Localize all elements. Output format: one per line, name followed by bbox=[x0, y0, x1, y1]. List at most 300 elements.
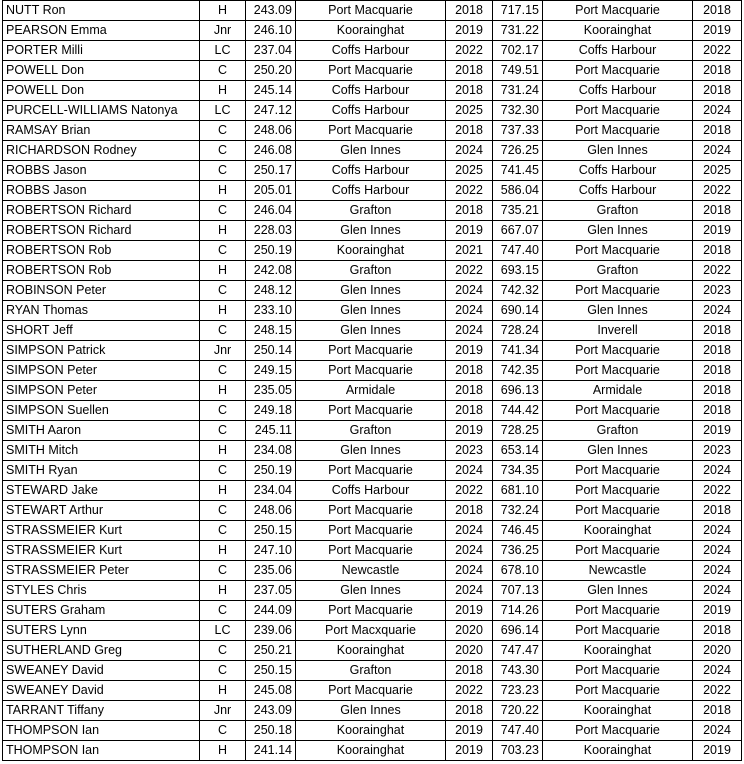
total-cell: 723.23 bbox=[493, 681, 543, 701]
venue-cell: Port Macquarie bbox=[296, 501, 446, 521]
category-cell: C bbox=[200, 461, 246, 481]
year-cell: 2024 bbox=[446, 321, 493, 341]
venue-cell: Port Macquarie bbox=[296, 361, 446, 381]
category-cell: H bbox=[200, 381, 246, 401]
total-cell: 732.24 bbox=[493, 501, 543, 521]
year-cell: 2018 bbox=[446, 1, 493, 21]
total-cell: 731.22 bbox=[493, 21, 543, 41]
score-cell: 244.09 bbox=[246, 601, 296, 621]
name-cell: STRASSMEIER Peter bbox=[3, 561, 200, 581]
category-cell: C bbox=[200, 61, 246, 81]
category-cell: C bbox=[200, 721, 246, 741]
year-cell: 2019 bbox=[446, 601, 493, 621]
name-cell: SWEANEY David bbox=[3, 661, 200, 681]
total-cell: 731.24 bbox=[493, 81, 543, 101]
table-row bbox=[3, 361, 742, 381]
total-venue-cell: Glen Innes bbox=[543, 581, 693, 601]
category-cell: C bbox=[200, 241, 246, 261]
name-cell: STRASSMEIER Kurt bbox=[3, 521, 200, 541]
category-cell: C bbox=[200, 321, 246, 341]
name-cell: SUTERS Graham bbox=[3, 601, 200, 621]
category-cell: H bbox=[200, 441, 246, 461]
total-year-cell: 2018 bbox=[693, 81, 742, 101]
score-cell: 248.12 bbox=[246, 281, 296, 301]
total-venue-cell: Port Macquarie bbox=[543, 461, 693, 481]
score-cell: 243.09 bbox=[246, 1, 296, 21]
total-year-cell: 2018 bbox=[693, 241, 742, 261]
total-cell: 747.47 bbox=[493, 641, 543, 661]
name-cell: STYLES Chris bbox=[3, 581, 200, 601]
table-row bbox=[3, 681, 742, 701]
total-cell: 743.30 bbox=[493, 661, 543, 681]
total-year-cell: 2022 bbox=[693, 261, 742, 281]
year-cell: 2024 bbox=[446, 141, 493, 161]
score-cell: 243.09 bbox=[246, 701, 296, 721]
year-cell: 2018 bbox=[446, 201, 493, 221]
year-cell: 2024 bbox=[446, 581, 493, 601]
score-cell: 250.15 bbox=[246, 521, 296, 541]
score-cell: 234.08 bbox=[246, 441, 296, 461]
name-cell: SMITH Mitch bbox=[3, 441, 200, 461]
category-cell: C bbox=[200, 201, 246, 221]
name-cell: SIMPSON Peter bbox=[3, 381, 200, 401]
table-row bbox=[3, 721, 742, 741]
total-venue-cell: Port Macquarie bbox=[543, 541, 693, 561]
venue-cell: Coffs Harbour bbox=[296, 101, 446, 121]
table-row bbox=[3, 101, 742, 121]
total-venue-cell: Coffs Harbour bbox=[543, 41, 693, 61]
category-cell: LC bbox=[200, 101, 246, 121]
name-cell: THOMPSON Ian bbox=[3, 741, 200, 761]
table-row bbox=[3, 541, 742, 561]
table-row bbox=[3, 281, 742, 301]
table-row bbox=[3, 661, 742, 681]
total-cell: 728.25 bbox=[493, 421, 543, 441]
total-cell: 735.21 bbox=[493, 201, 543, 221]
total-cell: 696.14 bbox=[493, 621, 543, 641]
score-cell: 246.10 bbox=[246, 21, 296, 41]
year-cell: 2019 bbox=[446, 421, 493, 441]
table-row bbox=[3, 1, 742, 21]
total-venue-cell: Port Macquarie bbox=[543, 281, 693, 301]
category-cell: H bbox=[200, 81, 246, 101]
score-cell: 228.03 bbox=[246, 221, 296, 241]
total-venue-cell: Port Macquarie bbox=[543, 501, 693, 521]
venue-cell: Port Macquarie bbox=[296, 61, 446, 81]
year-cell: 2025 bbox=[446, 101, 493, 121]
table-row bbox=[3, 421, 742, 441]
table-row bbox=[3, 301, 742, 321]
total-year-cell: 2019 bbox=[693, 421, 742, 441]
total-venue-cell: Koorainghat bbox=[543, 701, 693, 721]
table-row bbox=[3, 81, 742, 101]
year-cell: 2024 bbox=[446, 561, 493, 581]
venue-cell: Port Macquarie bbox=[296, 681, 446, 701]
total-venue-cell: Grafton bbox=[543, 421, 693, 441]
venue-cell: Port Macquarie bbox=[296, 401, 446, 421]
year-cell: 2018 bbox=[446, 701, 493, 721]
total-cell: 678.10 bbox=[493, 561, 543, 581]
table-row bbox=[3, 701, 742, 721]
name-cell: SHORT Jeff bbox=[3, 321, 200, 341]
total-venue-cell: Glen Innes bbox=[543, 301, 693, 321]
name-cell: TARRANT Tiffany bbox=[3, 701, 200, 721]
name-cell: PEARSON Emma bbox=[3, 21, 200, 41]
score-cell: 250.18 bbox=[246, 721, 296, 741]
total-year-cell: 2024 bbox=[693, 101, 742, 121]
year-cell: 2019 bbox=[446, 341, 493, 361]
total-year-cell: 2018 bbox=[693, 121, 742, 141]
name-cell: SIMPSON Peter bbox=[3, 361, 200, 381]
total-venue-cell: Armidale bbox=[543, 381, 693, 401]
total-cell: 693.15 bbox=[493, 261, 543, 281]
total-year-cell: 2022 bbox=[693, 681, 742, 701]
total-venue-cell: Port Macquarie bbox=[543, 361, 693, 381]
total-year-cell: 2022 bbox=[693, 41, 742, 61]
total-cell: 714.26 bbox=[493, 601, 543, 621]
category-cell: C bbox=[200, 641, 246, 661]
venue-cell: Koorainghat bbox=[296, 641, 446, 661]
score-cell: 247.12 bbox=[246, 101, 296, 121]
total-year-cell: 2019 bbox=[693, 601, 742, 621]
total-year-cell: 2024 bbox=[693, 581, 742, 601]
year-cell: 2025 bbox=[446, 161, 493, 181]
total-venue-cell: Port Macquarie bbox=[543, 1, 693, 21]
total-year-cell: 2018 bbox=[693, 61, 742, 81]
total-cell: 667.07 bbox=[493, 221, 543, 241]
table-row bbox=[3, 461, 742, 481]
table-row bbox=[3, 21, 742, 41]
score-cell: 241.14 bbox=[246, 741, 296, 761]
venue-cell: Koorainghat bbox=[296, 21, 446, 41]
score-cell: 250.14 bbox=[246, 341, 296, 361]
table-row bbox=[3, 441, 742, 461]
total-venue-cell: Port Macquarie bbox=[543, 481, 693, 501]
total-year-cell: 2018 bbox=[693, 201, 742, 221]
score-cell: 239.06 bbox=[246, 621, 296, 641]
name-cell: RYAN Thomas bbox=[3, 301, 200, 321]
venue-cell: Newcastle bbox=[296, 561, 446, 581]
year-cell: 2021 bbox=[446, 241, 493, 261]
name-cell: ROBBS Jason bbox=[3, 181, 200, 201]
total-year-cell: 2020 bbox=[693, 641, 742, 661]
year-cell: 2022 bbox=[446, 181, 493, 201]
name-cell: STRASSMEIER Kurt bbox=[3, 541, 200, 561]
score-cell: 245.14 bbox=[246, 81, 296, 101]
total-year-cell: 2024 bbox=[693, 721, 742, 741]
total-cell: 653.14 bbox=[493, 441, 543, 461]
total-cell: 728.24 bbox=[493, 321, 543, 341]
name-cell: ROBERTSON Richard bbox=[3, 221, 200, 241]
total-year-cell: 2018 bbox=[693, 401, 742, 421]
total-venue-cell: Port Macquarie bbox=[543, 721, 693, 741]
year-cell: 2023 bbox=[446, 441, 493, 461]
category-cell: C bbox=[200, 421, 246, 441]
year-cell: 2019 bbox=[446, 221, 493, 241]
name-cell: PURCELL-WILLIAMS Natonya bbox=[3, 101, 200, 121]
venue-cell: Grafton bbox=[296, 201, 446, 221]
year-cell: 2022 bbox=[446, 41, 493, 61]
total-venue-cell: Grafton bbox=[543, 201, 693, 221]
table-row bbox=[3, 601, 742, 621]
category-cell: H bbox=[200, 221, 246, 241]
name-cell: ROBERTSON Rob bbox=[3, 261, 200, 281]
table-row bbox=[3, 201, 742, 221]
category-cell: H bbox=[200, 581, 246, 601]
total-year-cell: 2024 bbox=[693, 141, 742, 161]
total-cell: 747.40 bbox=[493, 721, 543, 741]
year-cell: 2022 bbox=[446, 681, 493, 701]
total-cell: 744.42 bbox=[493, 401, 543, 421]
category-cell: H bbox=[200, 301, 246, 321]
name-cell: STEWARD Jake bbox=[3, 481, 200, 501]
venue-cell: Glen Innes bbox=[296, 281, 446, 301]
total-venue-cell: Glen Innes bbox=[543, 141, 693, 161]
total-year-cell: 2019 bbox=[693, 221, 742, 241]
total-cell: 734.35 bbox=[493, 461, 543, 481]
name-cell: SWEANEY David bbox=[3, 681, 200, 701]
year-cell: 2018 bbox=[446, 61, 493, 81]
venue-cell: Grafton bbox=[296, 421, 446, 441]
category-cell: C bbox=[200, 521, 246, 541]
total-venue-cell: Koorainghat bbox=[543, 521, 693, 541]
total-venue-cell: Glen Innes bbox=[543, 221, 693, 241]
total-cell: 717.15 bbox=[493, 1, 543, 21]
total-year-cell: 2018 bbox=[693, 621, 742, 641]
score-cell: 246.04 bbox=[246, 201, 296, 221]
name-cell: ROBERTSON Richard bbox=[3, 201, 200, 221]
total-venue-cell: Coffs Harbour bbox=[543, 181, 693, 201]
table-row bbox=[3, 481, 742, 501]
table-row bbox=[3, 521, 742, 541]
year-cell: 2020 bbox=[446, 641, 493, 661]
category-cell: Jnr bbox=[200, 341, 246, 361]
table-row bbox=[3, 141, 742, 161]
score-cell: 250.19 bbox=[246, 461, 296, 481]
name-cell: RAMSAY Brian bbox=[3, 121, 200, 141]
total-cell: 732.30 bbox=[493, 101, 543, 121]
venue-cell: Port Macquarie bbox=[296, 1, 446, 21]
venue-cell: Glen Innes bbox=[296, 301, 446, 321]
table-row bbox=[3, 181, 742, 201]
venue-cell: Coffs Harbour bbox=[296, 181, 446, 201]
category-cell: C bbox=[200, 401, 246, 421]
total-venue-cell: Koorainghat bbox=[543, 741, 693, 761]
total-year-cell: 2024 bbox=[693, 661, 742, 681]
total-year-cell: 2024 bbox=[693, 541, 742, 561]
category-cell: C bbox=[200, 121, 246, 141]
score-cell: 235.05 bbox=[246, 381, 296, 401]
table-row bbox=[3, 561, 742, 581]
category-cell: C bbox=[200, 281, 246, 301]
total-cell: 707.13 bbox=[493, 581, 543, 601]
year-cell: 2024 bbox=[446, 301, 493, 321]
total-venue-cell: Grafton bbox=[543, 261, 693, 281]
category-cell: LC bbox=[200, 41, 246, 61]
total-cell: 737.33 bbox=[493, 121, 543, 141]
total-venue-cell: Inverell bbox=[543, 321, 693, 341]
year-cell: 2018 bbox=[446, 661, 493, 681]
name-cell: POWELL Don bbox=[3, 81, 200, 101]
year-cell: 2019 bbox=[446, 741, 493, 761]
total-cell: 696.13 bbox=[493, 381, 543, 401]
name-cell: SMITH Ryan bbox=[3, 461, 200, 481]
category-cell: C bbox=[200, 361, 246, 381]
score-cell: 235.06 bbox=[246, 561, 296, 581]
name-cell: STEWART Arthur bbox=[3, 501, 200, 521]
table-row bbox=[3, 641, 742, 661]
venue-cell: Coffs Harbour bbox=[296, 41, 446, 61]
year-cell: 2019 bbox=[446, 721, 493, 741]
score-cell: 250.21 bbox=[246, 641, 296, 661]
score-cell: 234.04 bbox=[246, 481, 296, 501]
name-cell: THOMPSON Ian bbox=[3, 721, 200, 741]
total-year-cell: 2023 bbox=[693, 441, 742, 461]
year-cell: 2024 bbox=[446, 461, 493, 481]
total-year-cell: 2019 bbox=[693, 21, 742, 41]
score-cell: 237.05 bbox=[246, 581, 296, 601]
venue-cell: Port Macxquarie bbox=[296, 621, 446, 641]
score-cell: 245.08 bbox=[246, 681, 296, 701]
name-cell: SMITH Aaron bbox=[3, 421, 200, 441]
total-cell: 741.45 bbox=[493, 161, 543, 181]
category-cell: H bbox=[200, 741, 246, 761]
table-row bbox=[3, 621, 742, 641]
score-cell: 205.01 bbox=[246, 181, 296, 201]
venue-cell: Port Macquarie bbox=[296, 521, 446, 541]
total-venue-cell: Newcastle bbox=[543, 561, 693, 581]
category-cell: H bbox=[200, 181, 246, 201]
score-cell: 233.10 bbox=[246, 301, 296, 321]
total-year-cell: 2018 bbox=[693, 341, 742, 361]
table-row bbox=[3, 241, 742, 261]
name-cell: SIMPSON Suellen bbox=[3, 401, 200, 421]
table-row bbox=[3, 581, 742, 601]
venue-cell: Glen Innes bbox=[296, 321, 446, 341]
total-cell: 742.35 bbox=[493, 361, 543, 381]
total-cell: 720.22 bbox=[493, 701, 543, 721]
total-venue-cell: Port Macquarie bbox=[543, 661, 693, 681]
category-cell: C bbox=[200, 161, 246, 181]
venue-cell: Coffs Harbour bbox=[296, 161, 446, 181]
score-cell: 250.17 bbox=[246, 161, 296, 181]
total-venue-cell: Port Macquarie bbox=[543, 341, 693, 361]
venue-cell: Grafton bbox=[296, 261, 446, 281]
year-cell: 2018 bbox=[446, 121, 493, 141]
year-cell: 2024 bbox=[446, 521, 493, 541]
category-cell: H bbox=[200, 541, 246, 561]
total-year-cell: 2018 bbox=[693, 501, 742, 521]
table-row bbox=[3, 401, 742, 421]
total-venue-cell: Koorainghat bbox=[543, 641, 693, 661]
year-cell: 2024 bbox=[446, 281, 493, 301]
total-year-cell: 2018 bbox=[693, 1, 742, 21]
venue-cell: Coffs Harbour bbox=[296, 81, 446, 101]
table-row bbox=[3, 501, 742, 521]
total-cell: 736.25 bbox=[493, 541, 543, 561]
name-cell: NUTT Ron bbox=[3, 1, 200, 21]
name-cell: SUTERS Lynn bbox=[3, 621, 200, 641]
name-cell: RICHARDSON Rodney bbox=[3, 141, 200, 161]
category-cell: Jnr bbox=[200, 701, 246, 721]
total-venue-cell: Port Macquarie bbox=[543, 241, 693, 261]
category-cell: C bbox=[200, 661, 246, 681]
total-venue-cell: Coffs Harbour bbox=[543, 81, 693, 101]
total-cell: 747.40 bbox=[493, 241, 543, 261]
name-cell: ROBBS Jason bbox=[3, 161, 200, 181]
total-venue-cell: Glen Innes bbox=[543, 441, 693, 461]
records-table-body bbox=[3, 1, 742, 761]
total-year-cell: 2018 bbox=[693, 361, 742, 381]
table-row bbox=[3, 741, 742, 761]
total-venue-cell: Port Macquarie bbox=[543, 61, 693, 81]
table-row bbox=[3, 41, 742, 61]
category-cell: C bbox=[200, 561, 246, 581]
total-year-cell: 2024 bbox=[693, 301, 742, 321]
venue-cell: Glen Innes bbox=[296, 581, 446, 601]
category-cell: H bbox=[200, 681, 246, 701]
year-cell: 2018 bbox=[446, 81, 493, 101]
table-row bbox=[3, 321, 742, 341]
year-cell: 2018 bbox=[446, 381, 493, 401]
total-cell: 702.17 bbox=[493, 41, 543, 61]
total-cell: 703.23 bbox=[493, 741, 543, 761]
table-row bbox=[3, 341, 742, 361]
year-cell: 2024 bbox=[446, 541, 493, 561]
name-cell: SUTHERLAND Greg bbox=[3, 641, 200, 661]
table-row bbox=[3, 381, 742, 401]
score-cell: 247.10 bbox=[246, 541, 296, 561]
total-venue-cell: Port Macquarie bbox=[543, 601, 693, 621]
total-cell: 586.04 bbox=[493, 181, 543, 201]
category-cell: C bbox=[200, 601, 246, 621]
total-year-cell: 2018 bbox=[693, 701, 742, 721]
venue-cell: Port Macquarie bbox=[296, 121, 446, 141]
score-cell: 248.06 bbox=[246, 121, 296, 141]
year-cell: 2018 bbox=[446, 361, 493, 381]
category-cell: C bbox=[200, 501, 246, 521]
total-year-cell: 2025 bbox=[693, 161, 742, 181]
total-year-cell: 2018 bbox=[693, 321, 742, 341]
venue-cell: Port Macquarie bbox=[296, 601, 446, 621]
year-cell: 2018 bbox=[446, 401, 493, 421]
total-venue-cell: Koorainghat bbox=[543, 21, 693, 41]
table-row bbox=[3, 121, 742, 141]
category-cell: H bbox=[200, 481, 246, 501]
score-cell: 248.06 bbox=[246, 501, 296, 521]
total-venue-cell: Port Macquarie bbox=[543, 121, 693, 141]
venue-cell: Koorainghat bbox=[296, 721, 446, 741]
total-year-cell: 2022 bbox=[693, 181, 742, 201]
category-cell: H bbox=[200, 1, 246, 21]
total-venue-cell: Port Macquarie bbox=[543, 681, 693, 701]
total-year-cell: 2022 bbox=[693, 481, 742, 501]
category-cell: C bbox=[200, 141, 246, 161]
venue-cell: Port Macquarie bbox=[296, 541, 446, 561]
score-cell: 249.15 bbox=[246, 361, 296, 381]
total-cell: 681.10 bbox=[493, 481, 543, 501]
table-row bbox=[3, 221, 742, 241]
venue-cell: Port Macquarie bbox=[296, 341, 446, 361]
name-cell: ROBINSON Peter bbox=[3, 281, 200, 301]
total-cell: 726.25 bbox=[493, 141, 543, 161]
venue-cell: Grafton bbox=[296, 661, 446, 681]
venue-cell: Glen Innes bbox=[296, 141, 446, 161]
total-venue-cell: Port Macquarie bbox=[543, 401, 693, 421]
total-cell: 742.32 bbox=[493, 281, 543, 301]
year-cell: 2022 bbox=[446, 261, 493, 281]
venue-cell: Glen Innes bbox=[296, 221, 446, 241]
